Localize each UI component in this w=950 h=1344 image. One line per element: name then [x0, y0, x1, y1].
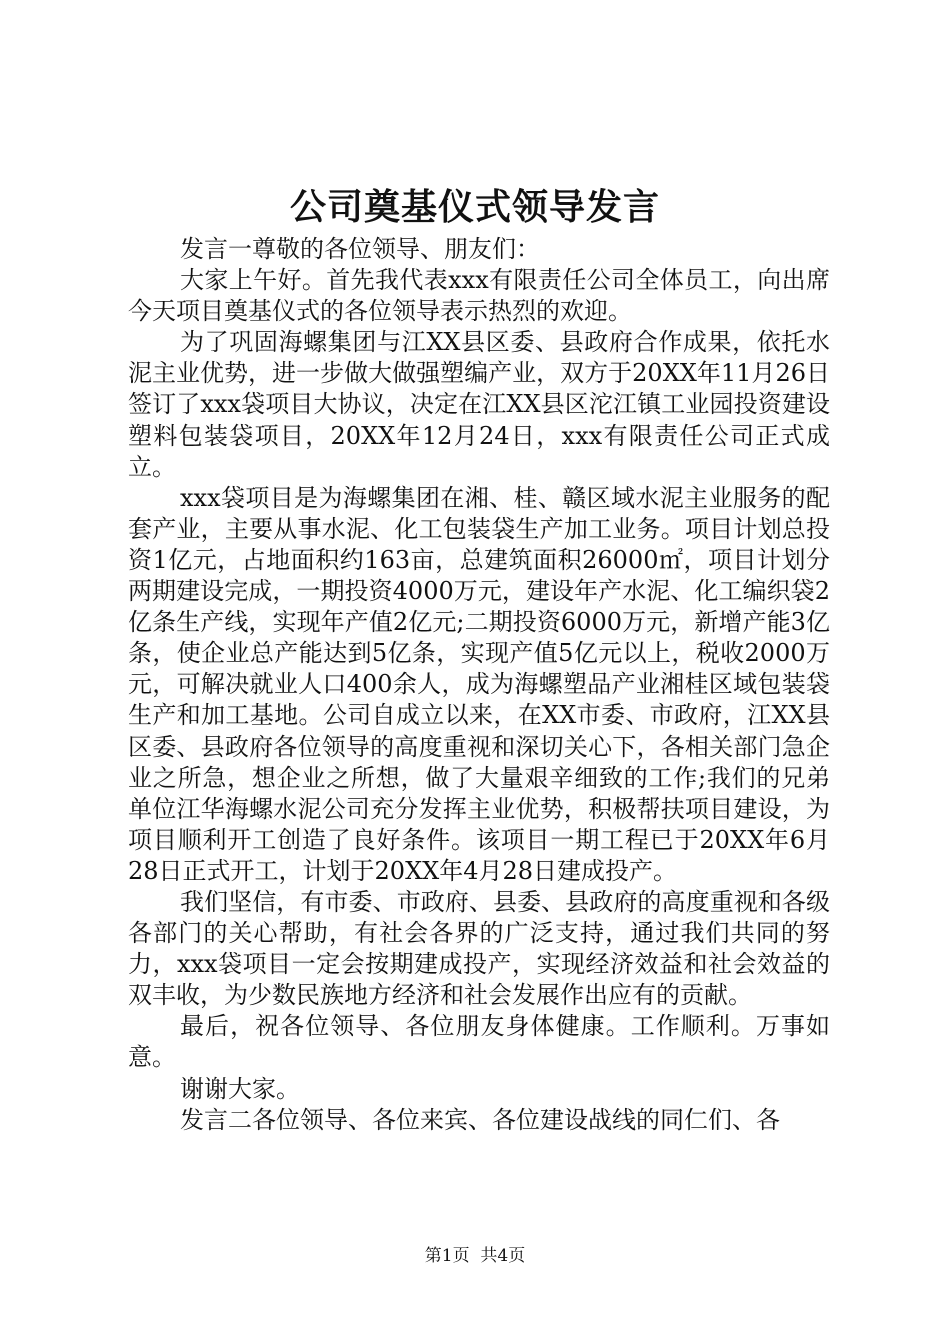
paragraph-confidence: 我们坚信，有市委、市政府、县委、县政府的高度重视和各级各部门的关心帮助，有社会各界的广泛支持，通过我们共同的努力，xxx袋项目一定会按期建成投产，实现经济效益和社会效益的双丰收，为少数民族地方经济和社会发展作出应有的贡献。: [128, 887, 830, 1010]
paragraph-thanks: 谢谢大家。: [180, 1074, 300, 1103]
page-footer: 第1页 共4页: [424, 1246, 526, 1266]
paragraph-background: 为了巩固海螺集团与江XX县区委、县政府合作成果，依托水泥主业优势，进一步做大做强塑编产业，双方于20XX年11月26日签订了xxx袋项目大协议，决定在江XX县区沱江镇工业园投资建设塑料包装袋项目，20XX年12月24日，xxx有限责任公司正式成立。: [128, 328, 830, 481]
paragraph-speech-two: 发言二各位领导、各位来宾、各位建设战线的同仁们、各: [180, 1105, 780, 1134]
paragraph-greeting: 发言一尊敬的各位领导、朋友们：: [180, 235, 540, 263]
paragraph-project-details: xxx袋项目是为海螺集团在湘、桂、赣区域水泥主业服务的配套产业，主要从事水泥、化工包装袋生产加工业务。项目计划总投资1亿元，占地面积约163亩，总建筑面积26000㎡，项目计划分两期建设完成，一期投资4000万元，建设年产水泥、化工编织袋2亿条生产线，实现年产值2亿元;二期投资6000万元，新增产能3亿条，使企业总产能达到5亿条，实现产值5亿元以上，税收2000万元，可解决就业人口400余人，成为海螺塑品产业湘桂区域包装袋生产和加工基地。公司自成立以来，在XX市委、市政府，江XX县区委、县政府各位领导的高度重视和深切关心下，各相关部门急企业之所急，想企业之所想，做了大量艰辛细致的工作;我们的兄弟单位江华海螺水泥公司充分发挥主业优势，积极帮扶项目建设，为项目顺利开工创造了良好条件。该项目一期工程已于20XX年6月28日正式开工，计划于20XX年4月28日建成投产。: [128, 483, 830, 885]
paragraph-welcome: 大家上午好。首先我代表xxx有限责任公司全体员工，向出席今天项目奠基仪式的各位领导表示热烈的欢迎。: [128, 266, 830, 326]
paragraph-wishes: 最后，祝各位领导、各位朋友身体健康。工作顺利。万事如意。: [128, 1012, 830, 1072]
document-title: 公司奠基仪式领导发言: [289, 186, 660, 228]
document-body: [128, 234, 830, 1136]
